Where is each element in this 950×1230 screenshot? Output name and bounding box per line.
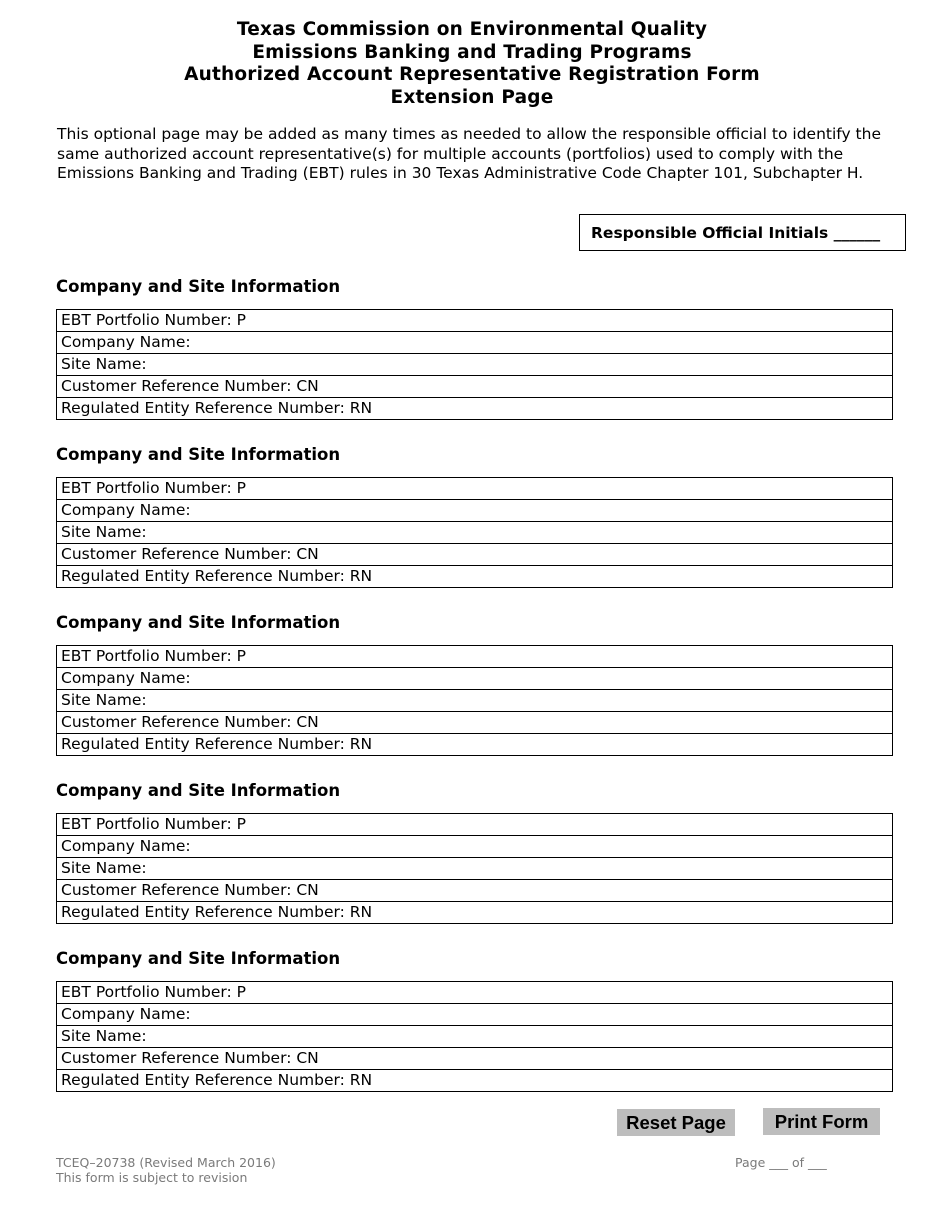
company-site-section — [56, 279, 893, 420]
customer-reference-number-field[interactable]: Customer Reference Number: CN — [57, 376, 892, 398]
site-name-field[interactable]: Site Name: — [57, 354, 892, 376]
customer-reference-number-field[interactable]: Customer Reference Number: CN — [57, 544, 892, 566]
customer-reference-number-field[interactable]: Customer Reference Number: CN — [57, 712, 892, 734]
ebt-portfolio-number-field[interactable]: EBT Portfolio Number: P — [57, 478, 892, 500]
site-name-field[interactable]: Site Name: — [57, 1026, 892, 1048]
regulated-entity-reference-number-field[interactable]: Regulated Entity Reference Number: RN — [57, 734, 892, 756]
section-title: Company and Site Information — [56, 445, 341, 464]
regulated-entity-reference-number-field[interactable]: Regulated Entity Reference Number: RN — [57, 1070, 892, 1092]
company-name-field[interactable]: Company Name: — [57, 668, 892, 690]
reset-page-button[interactable]: Reset Page — [617, 1109, 735, 1136]
regulated-entity-reference-number-field[interactable]: Regulated Entity Reference Number: RN — [57, 902, 892, 924]
site-name-field[interactable]: Site Name: — [57, 690, 892, 712]
form-id-text: TCEQ–20738 (Revised March 2016) — [56, 1155, 276, 1170]
print-form-button[interactable]: Print Form — [763, 1108, 880, 1135]
site-name-field[interactable]: Site Name: — [57, 858, 892, 880]
company-site-section — [56, 447, 893, 588]
program-title: Emissions Banking and Trading Programs — [252, 41, 692, 63]
form-header — [0, 19, 944, 109]
ebt-portfolio-number-field[interactable]: EBT Portfolio Number: P — [57, 814, 892, 836]
page-subtitle: Extension Page — [390, 86, 554, 108]
company-name-field[interactable]: Company Name: — [57, 500, 892, 522]
ebt-portfolio-number-field[interactable]: EBT Portfolio Number: P — [57, 310, 892, 332]
site-name-field[interactable]: Site Name: — [57, 522, 892, 544]
footer-form-info — [56, 1155, 276, 1185]
company-site-table — [56, 309, 893, 420]
company-name-field[interactable]: Company Name: — [57, 332, 892, 354]
ebt-portfolio-number-field[interactable]: EBT Portfolio Number: P — [57, 982, 892, 1004]
page-number-text: Page ___ of ___ — [735, 1155, 827, 1170]
company-name-field[interactable]: Company Name: — [57, 836, 892, 858]
form-title: Authorized Account Representative Registration Form — [184, 64, 760, 85]
company-name-field[interactable]: Company Name: — [57, 1004, 892, 1026]
company-site-table — [56, 813, 893, 924]
company-site-section — [56, 951, 893, 1092]
company-site-table — [56, 645, 893, 756]
ebt-portfolio-number-field[interactable]: EBT Portfolio Number: P — [57, 646, 892, 668]
section-title: Company and Site Information — [56, 781, 341, 800]
section-title: Company and Site Information — [56, 613, 341, 632]
customer-reference-number-field[interactable]: Customer Reference Number: CN — [57, 1048, 892, 1070]
regulated-entity-reference-number-field[interactable]: Regulated Entity Reference Number: RN — [57, 566, 892, 588]
company-site-table — [56, 477, 893, 588]
responsible-official-initials-box[interactable]: Responsible Official Initials ______ — [579, 214, 906, 251]
company-site-table — [56, 981, 893, 1092]
customer-reference-number-field[interactable]: Customer Reference Number: CN — [57, 880, 892, 902]
agency-title: Texas Commission on Environmental Quality — [236, 19, 708, 40]
intro-paragraph: This optional page may be added as many times as needed to allow the responsible official to identify the same authorized account representative(s) for multiple accounts (portfolios) used to comply with the Emissions Banking and Trading (EBT) rules in 30 Texas Administrative Code Chapter 101, Subchapter H. — [57, 125, 881, 182]
section-title: Company and Site Information — [56, 949, 341, 968]
revision-note-text: This form is subject to revision — [56, 1170, 248, 1185]
company-site-section — [56, 615, 893, 756]
company-site-section — [56, 783, 893, 924]
regulated-entity-reference-number-field[interactable]: Regulated Entity Reference Number: RN — [57, 398, 892, 420]
section-title: Company and Site Information — [56, 277, 341, 296]
